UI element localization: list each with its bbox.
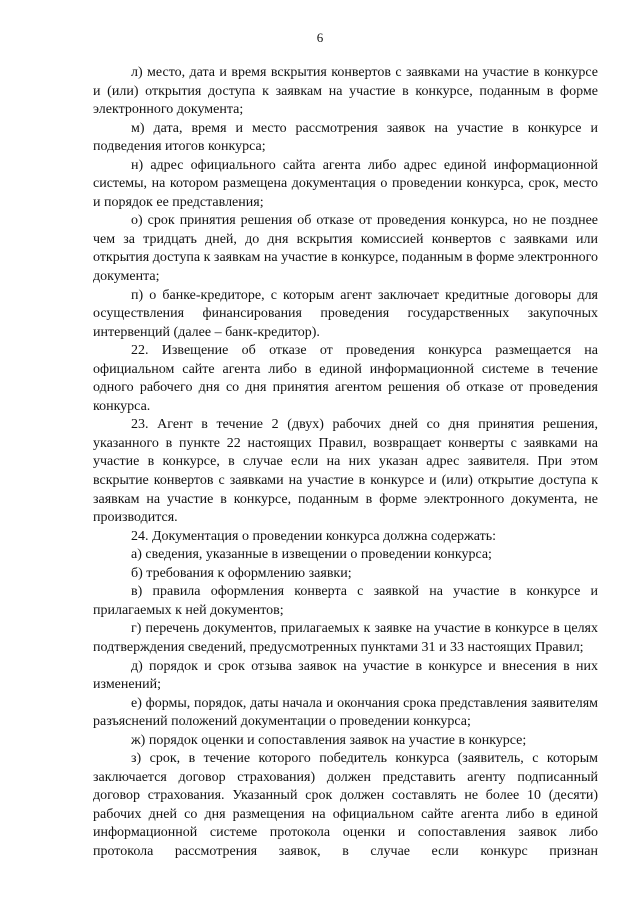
paragraph-23: 23. Агент в течение 2 (двух) рабочих дней со дня принятия решения, указанного в пункте 22 настоящих Правил, возвращает конверты с заявками на участие в конкурсе, в случае если на них указан адрес заявителя. При этом вскрытие конвертов с заявками на участие в конкурсе и (или) открытие доступа к заявкам на участие в конкурсе, поданным в форме электронного документа, не производится. — [93, 417, 598, 526]
paragraph-m: м) дата, время и место рассмотрения заявок на участие в конкурсе и подведения итогов конкурса; — [93, 120, 598, 155]
paragraph-o: о) срок принятия решения об отказе от проведения конкурса, но не позднее чем за тридцать дней, до дня вскрытия комиссией конвертов с заявками или открытия доступа к заявкам на участие в конкурсе, поданным в форме электронного документа; — [93, 213, 598, 285]
paragraph-l: л) место, дата и время вскрытия конвертов с заявками на участие в конкурсе и (или) открытия доступа к заявкам на участие в конкурсе, поданным в форме электронного документа; — [93, 65, 598, 118]
page-number: 6 — [316, 30, 324, 45]
paragraph-22: 22. Извещение об отказе от проведения конкурса размещается на официальном сайте агента либо в единой информационной системе в течение одного рабочего дня со дня принятия агентом решения об отказе от проведения конкурса. — [93, 343, 598, 414]
paragraph-d: д) порядок и срок отзыва заявок на участие в конкурсе и внесения в них изменений; — [93, 658, 598, 693]
paragraph-n: н) адрес официального сайта агента либо адрес единой информационной системы, на котором размещена документация о проведении конкурса, срок, место и порядок ее представления; — [93, 157, 598, 210]
paragraph-a: а) сведения, указанные в извещении о проведении конкурса; — [131, 547, 492, 563]
paragraph-24: 24. Документация о проведении конкурса должна содержать: — [131, 528, 496, 544]
document-body — [93, 64, 598, 862]
paragraph-z: з) срок, в течение которого победитель конкурса (заявитель, с которым заключается договор страхования) должен представить агенту подписанный договор страхования. Указанный срок должен составлять не более 10 (десяти) рабочих дней со дня размещения на официальном сайте агента либо в единой информационной системе протокола оценки и сопоставления заявок либо протокола рассмотрения заявок, в случае если конкурс признан — [93, 751, 598, 859]
paragraph-v: в) правила оформления конверта с заявкой на участие в конкурсе и прилагаемых к ней документов; — [93, 584, 598, 618]
paragraph-p: п) о банке-кредиторе, с которым агент заключает кредитные договоры для осуществления финансирования проведения государственных закупочных интервенций (далее – банк-кредитор). — [93, 287, 598, 340]
paragraph-e: е) формы, порядок, даты начала и окончания срока представления заявителям разъяснений положений документации о проведении конкурса; — [93, 695, 598, 730]
paragraph-g: г) перечень документов, прилагаемых к заявке на участие в конкурсе в целях подтверждения сведений, предусмотренных пунктами 31 и 33 настоящих Правил; — [93, 621, 598, 655]
paragraph-b: б) требования к оформлению заявки; — [131, 565, 352, 581]
paragraph-zh: ж) порядок оценки и сопоставления заявок на участие в конкурсе; — [131, 732, 527, 748]
